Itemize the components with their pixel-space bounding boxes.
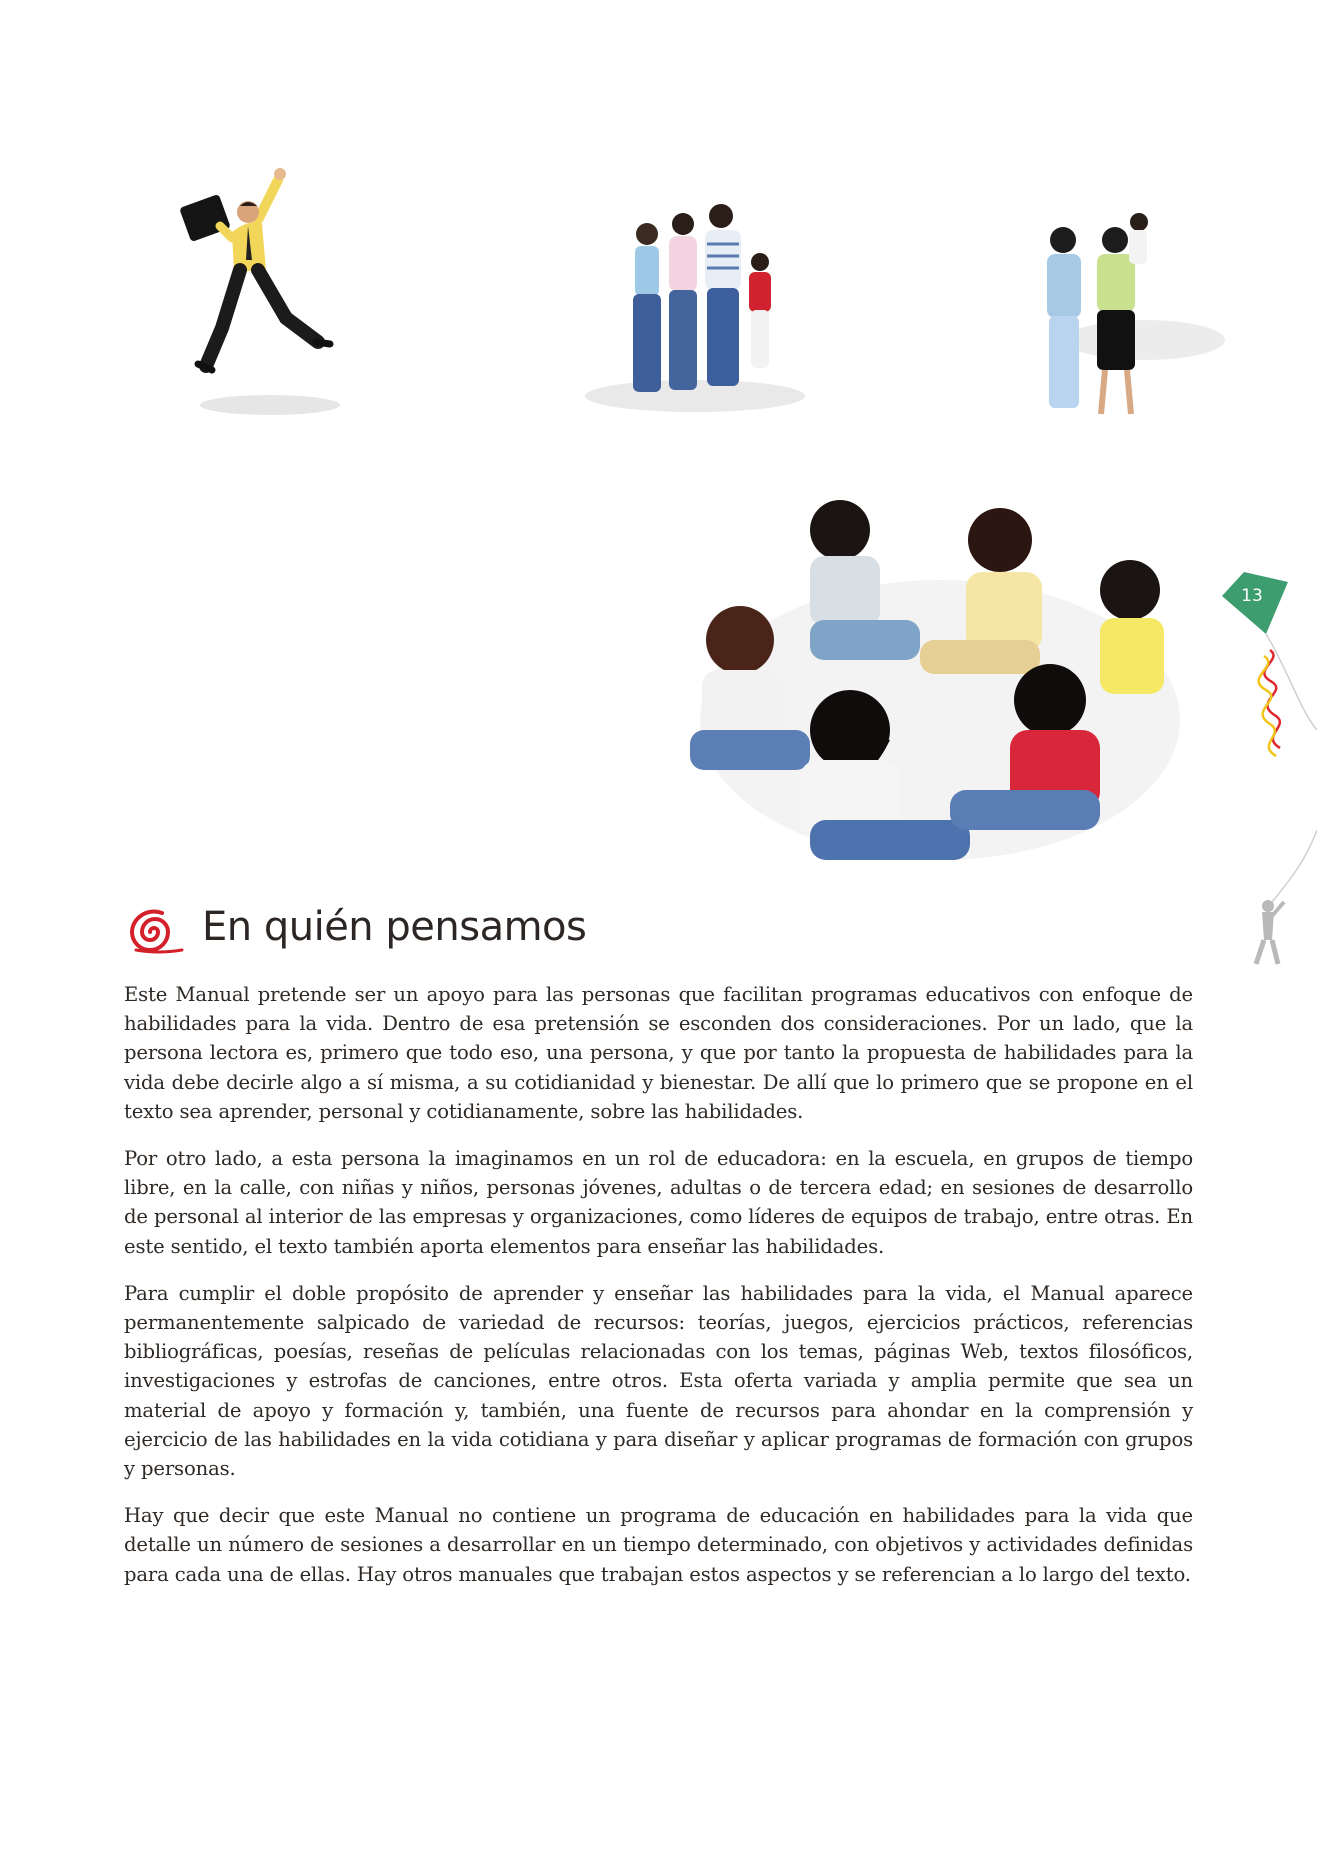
kite-decoration [1210, 560, 1317, 980]
body-text [124, 980, 1193, 1607]
photo-group-circle [680, 490, 1190, 870]
walkers-illustration [1015, 200, 1225, 425]
section-title: En quién pensamos [202, 904, 587, 950]
paragraph: Para cumplir el doble propósito de aprender y enseñar las habilidades para la vida, el Manual aparece permanentemente salpicado de variedad de recursos: teorías, juegos, ejercicios prácticos, referencias bibliográficas, poesías, reseñas de películas relacionadas con los temas, páginas Web, textos filosóficos, investigaciones y estrofas de canciones, entre otros. Esta oferta variada y amplia permite que sea un material de apoyo y formación y, también, una fuente de recursos para ahondar en la comprensión y ejercicio de las habilidades en la vida cotidiana y para diseñar y aplicar programas de formación con grupos y personas. [124, 1281, 1193, 1481]
photo-family-walking [585, 200, 815, 420]
jumping-man-illustration [170, 160, 350, 430]
photo-people-walking [1015, 200, 1225, 425]
kite-icon [1210, 560, 1317, 980]
group-circle-illustration [680, 490, 1190, 870]
family-illustration [585, 200, 815, 420]
red-spiral-icon [124, 906, 184, 958]
section-heading [124, 902, 824, 962]
paragraph: Hay que decir que este Manual no contiene un programa de educación en habilidades para la vida que detalle un número de sesiones a desarrollar en un tiempo determinado, con objetivos y actividades definidas para cada una de ellas. Hay otros manuales que trabajan estos aspectos y se referencian a lo largo del texto. [124, 1504, 1193, 1586]
paragraph: Por otro lado, a esta persona la imaginamos en un rol de educadora: en la escuela, en grupos de tiempo libre, en la calle, con niñas y niños, personas jóvenes, adultas o de tercera edad; en sesiones de desarrollo de personal al interior de las empresas y organizaciones, como líderes de equipos de trabajo, entre otras. En este sentido, el texto también aporta elementos para enseñar las habilidades. [124, 1147, 1193, 1258]
paragraph: Este Manual pretende ser un apoyo para las personas que facilitan programas educativos con enfoque de habilidades para la vida. Dentro de esa pretensión se esconden dos consideraciones. Por un lado, que la persona lectora es, primero que todo eso, una persona, y que por tanto la propuesta de habilidades para la vida debe decirle algo a sí misma, a su cotidianidad y bienestar. De allí que lo primero que se propone en el texto sea aprender, personal y cotidianamente, sobre las habilidades. [124, 983, 1193, 1123]
page-number: 13 [1241, 586, 1263, 606]
photo-jumping-man [170, 160, 350, 430]
